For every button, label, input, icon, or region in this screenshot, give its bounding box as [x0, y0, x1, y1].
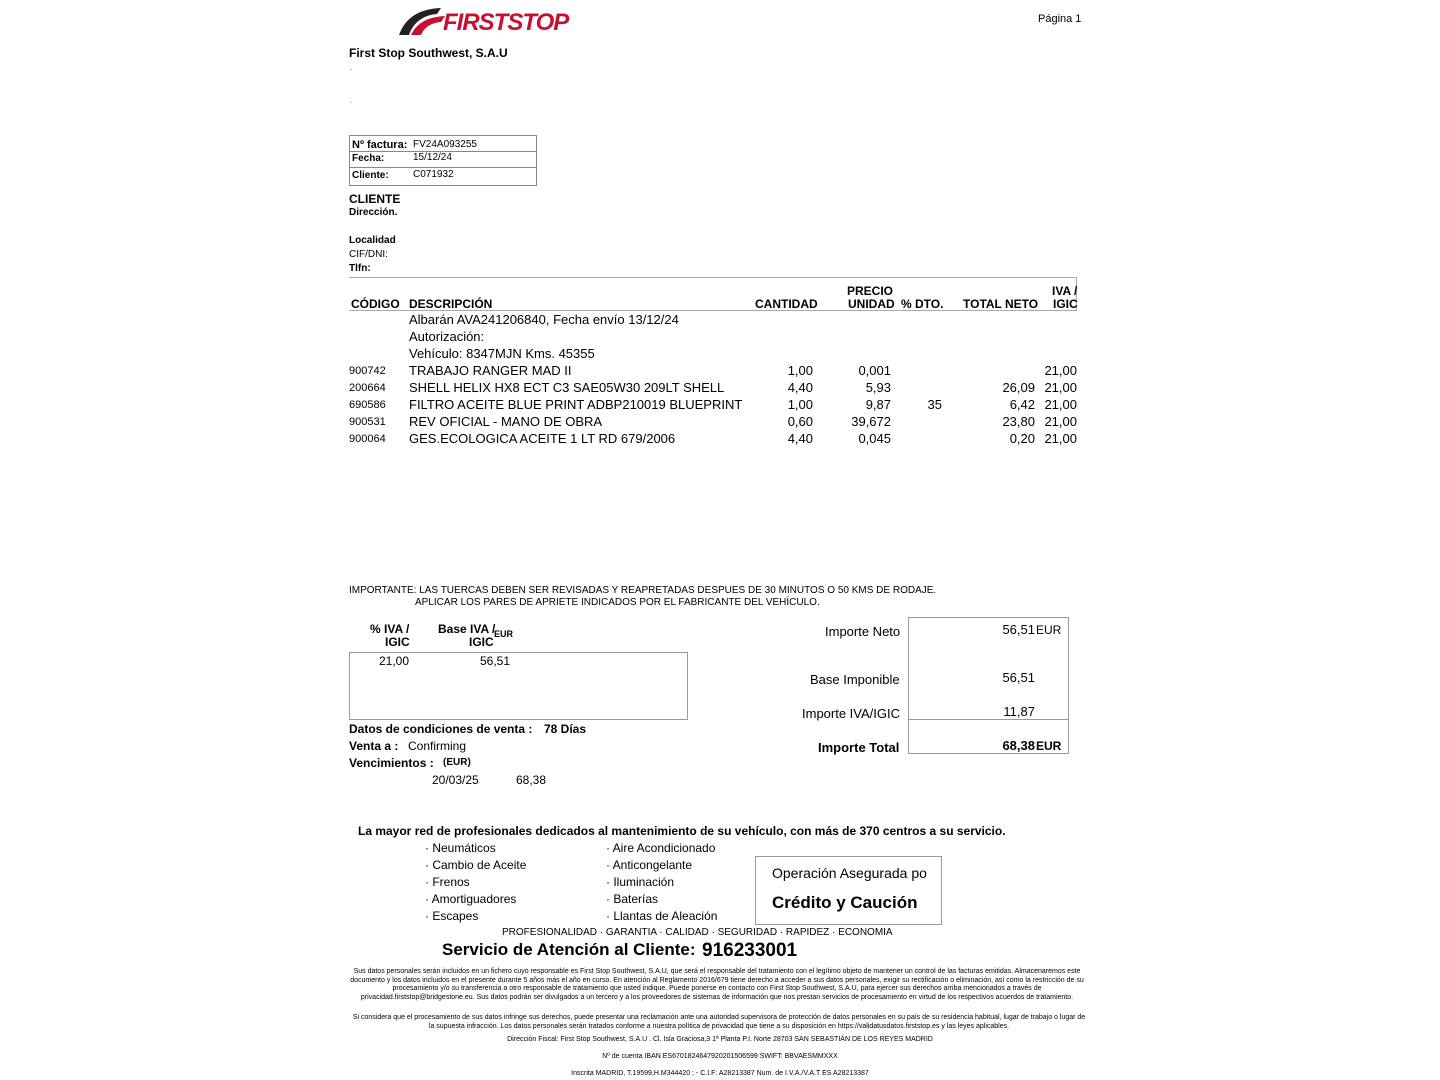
col-header-total: TOTAL NETO — [963, 297, 1039, 311]
importe-total-currency: EUR — [1036, 739, 1062, 753]
insurance-line2: Crédito y Caución — [772, 893, 918, 912]
row-code: 900064 — [349, 433, 386, 445]
row-price: 39,672 — [851, 414, 891, 429]
important-note-line1: IMPORTANTE: LAS TUERCAS DEBEN SER REVISADAS Y REAPRETADAS DESPUES DE 30 MINUTOS O 50 KMS DE RODAJE. — [349, 585, 937, 596]
row-total: 6,42 — [1009, 397, 1035, 412]
service-item: · Amortiguadores — [425, 892, 517, 906]
privacy-text-2: Si considera que el procesamiento de sus datos infringe sus derechos, puede presentar una reclamación ante una autoridad supervisora de protección de datos personales en su país de su residencia habitual, lugar de trabajo o lugar de la supuesta infracción. Los datos personales serán tratados conforme a nuestra política de privacidad que tiene a su disposición en https://validatusdatos.firststop.es y las leyes aplicables. — [352, 1014, 1086, 1030]
row-iva: 21,00 — [1044, 363, 1077, 378]
totals-divider — [908, 719, 1069, 720]
service-item: · Neumáticos — [425, 841, 496, 855]
service-item: · Aire Acondicionado — [606, 841, 716, 855]
vat-base: 56,51 — [479, 654, 510, 668]
important-note-line2: APLICAR LOS PARES DE APRIETE INDICADOS POR EL FABRICANTE DEL VEHÍCULO. — [415, 597, 820, 608]
note-autorizacion: Autorización: — [409, 329, 485, 344]
row-desc: REV OFICIAL - MANO DE OBRA — [409, 414, 603, 429]
row-qty: 1,00 — [787, 363, 813, 378]
row-desc: SHELL HELIX HX8 ECT C3 SAE05W30 209LT SHELL — [409, 380, 725, 395]
conditions-value: 78 Días — [544, 722, 587, 736]
company-name: First Stop Southwest, S.A.U — [349, 46, 508, 60]
invoice-client: C071932 — [413, 169, 454, 180]
row-iva: 21,00 — [1044, 431, 1077, 446]
row-iva: 21,00 — [1044, 414, 1077, 429]
values-line: PROFESIONALIDAD · GARANTIA · CALIDAD · SEGURIDAD · RAPIDEZ · ECONOMIA — [502, 927, 893, 938]
vat-header-eur: EUR — [494, 629, 514, 639]
base-imponible: 56,51 — [1002, 670, 1035, 685]
row-price: 0,001 — [858, 363, 891, 378]
row-price: 9,87 — [865, 397, 891, 412]
service-item: · Frenos — [425, 875, 470, 889]
service-label: Servicio de Atención al Cliente: — [442, 940, 696, 959]
row-total: 23,80 — [1002, 414, 1035, 429]
row-iva: 21,00 — [1044, 380, 1077, 395]
cif-label: CIF/DNI: — [349, 249, 388, 260]
invoice-date-label: Fecha: — [352, 153, 385, 164]
invoice-number-label: Nº factura: — [352, 139, 408, 151]
row-total: 0,20 — [1009, 431, 1035, 446]
direccion-label: Dirección. — [349, 207, 398, 218]
col-header-iva: IVA / — [1052, 284, 1078, 298]
tlfn-label: Tlfn: — [349, 263, 371, 274]
vencimientos-currency: (EUR) — [443, 757, 471, 768]
vat-header-base: Base IVA / — [438, 622, 496, 636]
vat-rate: 21,00 — [378, 654, 409, 668]
col-header-igic: IGIC — [1053, 297, 1078, 311]
row-code: 690586 — [349, 399, 386, 411]
importe-total-label: Importe Total — [818, 740, 900, 755]
importe-neto-label: Importe Neto — [825, 624, 901, 639]
vat-header-base-igic: IGIC — [469, 635, 494, 649]
row-dto: 35 — [927, 397, 942, 412]
invoice-client-label: Cliente: — [352, 170, 389, 181]
row-code: 200664 — [349, 382, 386, 394]
privacy-text-1: Sus datos personales serán incluidos en un fichero cuyo responsable es First Stop Southwest, S.A.U, que será el responsable del tratamiento con el legítimo objeto de mantener un control de las facturas emitidas. Almacenaremos este documento y los datos incluidos en el presente durante 5 años más el año en curso. En atención al Reglamento 2016/679 tiene derecho a acceder a sus datos personales, exigir su rectificación o eliminación, así como la restricción de su procesamiento y/o su transferencia a otro responsable de tratamiento que usted indique. Puede ponerse en contacto con First Stop Southwest, S.A.U, para ejercer sus derechos arriba mencionados a través de privacidad.firststop@bridgestone.eu. Sus datos podrán ser divulgados a un tercero y a los proveedores de sistemas de información que nos prestan servicios de procesamiento en virtud de los respectivos acuerdos de tratamiento. — [350, 968, 1084, 1001]
row-price: 0,045 — [858, 431, 891, 446]
iban: Nº de cuenta IBAN ES6701824647920201506599 SWIFT: BBVAESMMXXX — [602, 1053, 838, 1060]
col-header-dto: % DTO. — [901, 297, 944, 311]
row-desc: FILTRO ACEITE BLUE PRINT ADBP210019 BLUEPRINT — [409, 397, 743, 412]
address-line-2: . — [350, 95, 353, 105]
vat-header-igic: IGIC — [385, 635, 410, 649]
vat-header-iva: % IVA / — [370, 622, 410, 636]
importe-iva: 11,87 — [1003, 704, 1035, 719]
conditions-label: Datos de condiciones de venta : — [349, 722, 533, 736]
firststop-logo — [397, 5, 567, 39]
venta-label: Venta a : — [349, 739, 399, 753]
service-item: · Escapes — [425, 909, 479, 923]
insurance-line1: Operación Asegurada po — [772, 865, 927, 881]
col-header-descripcion: DESCRIPCIÓN — [409, 297, 493, 311]
totals-box — [908, 617, 1069, 754]
col-header-cantidad: CANTIDAD — [755, 297, 818, 311]
inscription: Inscrita MADRID, T.19599,H.M344420 ; - C.I.F: A28213387 Num. de I.V.A./V.A.T ES A28213387 — [571, 1070, 869, 1077]
fiscal-address: Dirección Fiscal: First Stop Southwest, S.A.U . Cl. Isla Graciosa,3 1ª Planta P.I. Norte 28703 SAN SEBASTIÁN DE LOS REYES MADRID — [507, 1036, 933, 1043]
base-imponible-label: Base Imponible — [810, 672, 900, 687]
importe-neto-currency: EUR — [1036, 623, 1062, 637]
page-number: Página 1 — [1038, 13, 1082, 25]
cliente-label: CLIENTE — [349, 192, 401, 206]
col-header-codigo: CÓDIGO — [351, 297, 400, 311]
row-price: 5,93 — [865, 380, 891, 395]
note-vehiculo: Vehículo: 8347MJN Kms. 45355 — [409, 346, 595, 361]
service-item: · Cambio de Aceite — [425, 858, 527, 872]
service-item: · Baterías — [606, 892, 659, 906]
row-qty: 1,00 — [787, 397, 813, 412]
invoice-number: FV24A093255 — [413, 139, 477, 150]
vencimiento-date: 20/03/25 — [432, 773, 479, 787]
importe-iva-label: Importe IVA/IGIC — [802, 706, 901, 721]
service-item: · Llantas de Aleación — [606, 909, 718, 923]
col-header-unidad: UNIDAD — [848, 297, 895, 311]
localidad-label: Localidad — [349, 235, 396, 246]
row-code: 900742 — [349, 365, 386, 377]
row-desc: TRABAJO RANGER MAD II — [409, 363, 572, 378]
row-iva: 21,00 — [1044, 397, 1077, 412]
service-item: · Iluminación — [606, 875, 675, 889]
row-total: 26,09 — [1002, 380, 1035, 395]
row-qty: 0,60 — [787, 414, 813, 429]
venta-value: Confirming — [408, 739, 467, 753]
col-header-precio: PRECIO — [847, 284, 894, 298]
row-qty: 4,40 — [787, 380, 813, 395]
row-qty: 4,40 — [787, 431, 813, 446]
logo-text: FIRSTSTOP — [443, 9, 569, 36]
note-albaran: Albarán AVA241206840, Fecha envío 13/12/24 — [409, 312, 679, 327]
service-item: · Anticongelante — [606, 858, 693, 872]
vencimiento-amount: 68,38 — [516, 773, 547, 787]
invoice-date: 15/12/24 — [413, 152, 452, 163]
row-desc: GES.ECOLOGICA ACEITE 1 LT RD 679/2006 — [409, 431, 676, 446]
tire-swoosh-icon — [397, 5, 447, 37]
network-tagline: La mayor red de profesionales dedicados al mantenimiento de su vehículo, con más de 370 centros a su servicio. — [358, 824, 1006, 838]
importe-neto: 56,51 — [1002, 622, 1035, 637]
address-line-1: . — [350, 62, 353, 72]
vencimientos-label: Vencimientos : — [349, 756, 434, 770]
importe-total: 68,38 — [1002, 738, 1035, 753]
row-code: 900531 — [349, 416, 386, 428]
service-phone: 916233001 — [702, 940, 798, 961]
